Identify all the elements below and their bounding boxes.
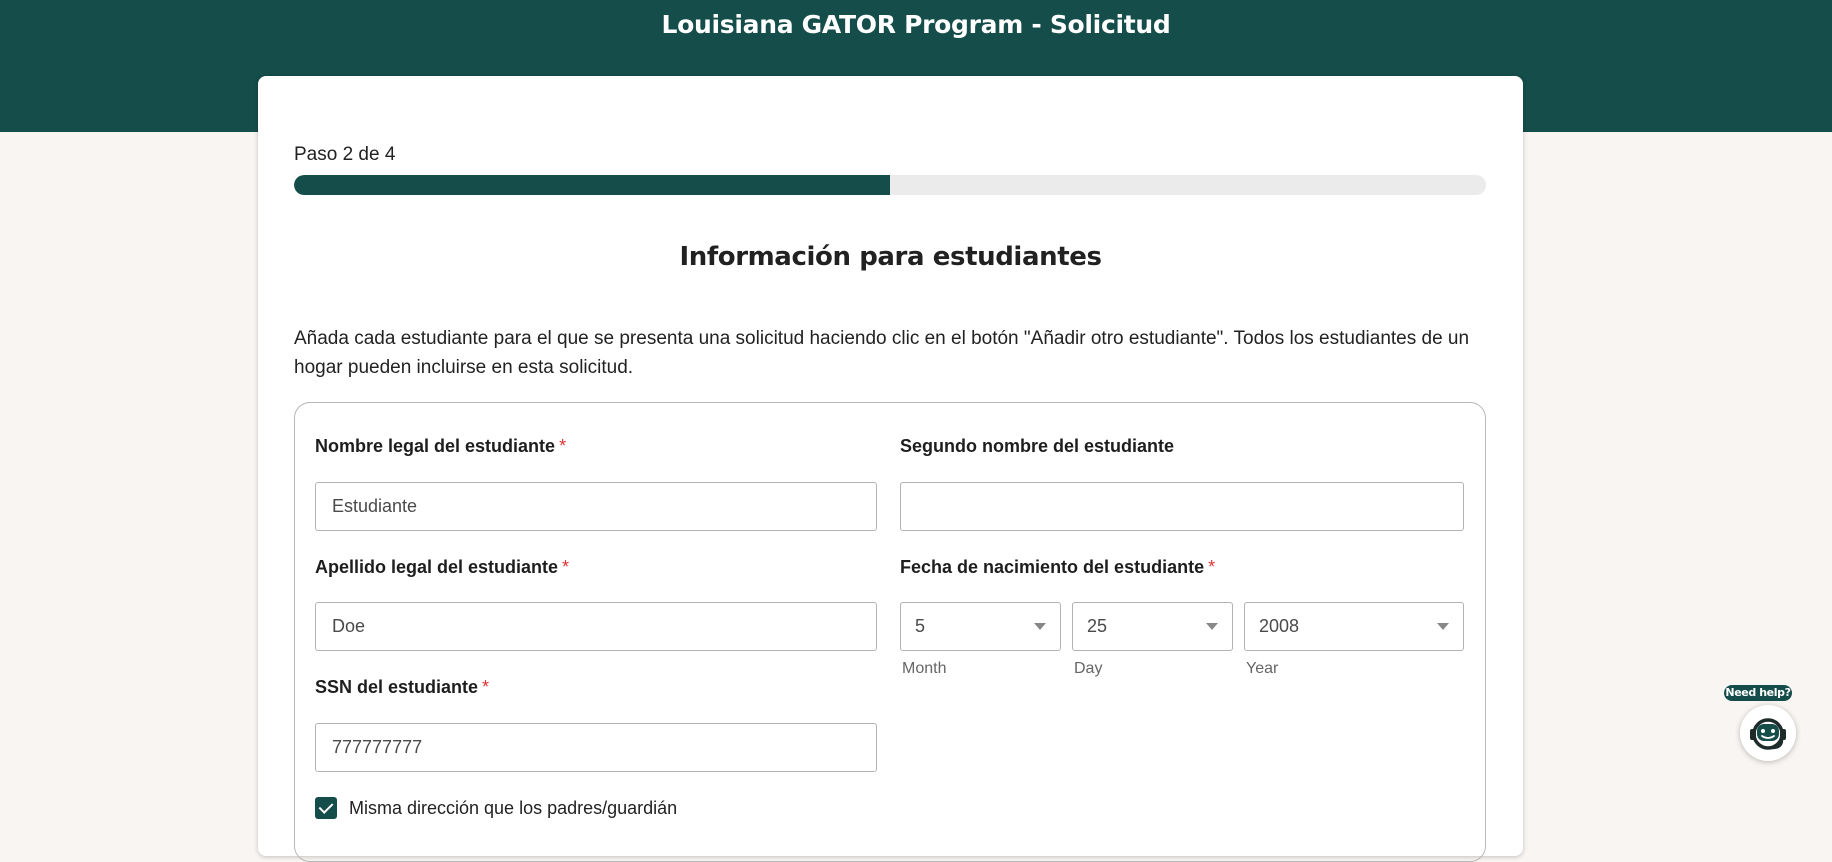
- progress-bar: [294, 175, 1486, 195]
- help-button[interactable]: [1740, 705, 1796, 761]
- required-mark: *: [562, 557, 570, 577]
- ssn-label: SSN del estudiante *: [315, 677, 490, 697]
- birth-date-label: Fecha de nacimiento del estudiante *: [900, 557, 1216, 577]
- help-badge: Need help?: [1725, 686, 1791, 699]
- same-address-checkbox[interactable]: [315, 797, 337, 819]
- ssn-input[interactable]: [315, 723, 877, 772]
- student-fieldset: [294, 402, 1486, 862]
- same-address-label: Misma dirección que los padres/guardián: [349, 797, 678, 818]
- help-widget[interactable]: [1724, 685, 1810, 761]
- first-name-label: Nombre legal del estudiante *: [315, 436, 567, 456]
- middle-name-input[interactable]: [900, 482, 1464, 531]
- required-mark: *: [482, 677, 490, 697]
- page-title: Louisiana GATOR Program - Solicitud: [661, 10, 1171, 39]
- chevron-down-icon: [1206, 623, 1218, 630]
- progress-fill: [294, 175, 890, 195]
- middle-name-label: Segundo nombre del estudiante: [900, 436, 1175, 456]
- section-title: Información para estudiantes: [679, 242, 1102, 272]
- chevron-down-icon: [1437, 623, 1449, 630]
- first-name-input[interactable]: [315, 482, 877, 531]
- last-name-label: Apellido legal del estudiante *: [315, 557, 570, 577]
- month-sublabel: Month: [902, 660, 947, 677]
- birth-day-select[interactable]: 25: [1072, 602, 1233, 651]
- support-agent-icon: [1740, 705, 1796, 761]
- required-mark: *: [559, 436, 567, 456]
- required-mark: *: [1208, 557, 1216, 577]
- section-intro: Añada cada estudiante para el que se presenta una solicitud haciendo clic en el botón "Añadir otro estudiante". Todos los estudiantes de un hogar pueden incluirse en esta solicitud.: [294, 328, 1470, 378]
- birth-month-select[interactable]: 5: [900, 602, 1061, 651]
- day-sublabel: Day: [1074, 660, 1103, 677]
- form-card: [258, 76, 1523, 856]
- year-sublabel: Year: [1246, 660, 1279, 677]
- same-address-row[interactable]: [315, 797, 677, 819]
- birth-year-select[interactable]: 2008: [1244, 602, 1464, 651]
- step-indicator: Paso 2 de 4: [294, 144, 396, 165]
- last-name-input[interactable]: [315, 602, 877, 651]
- chevron-down-icon: [1034, 623, 1046, 630]
